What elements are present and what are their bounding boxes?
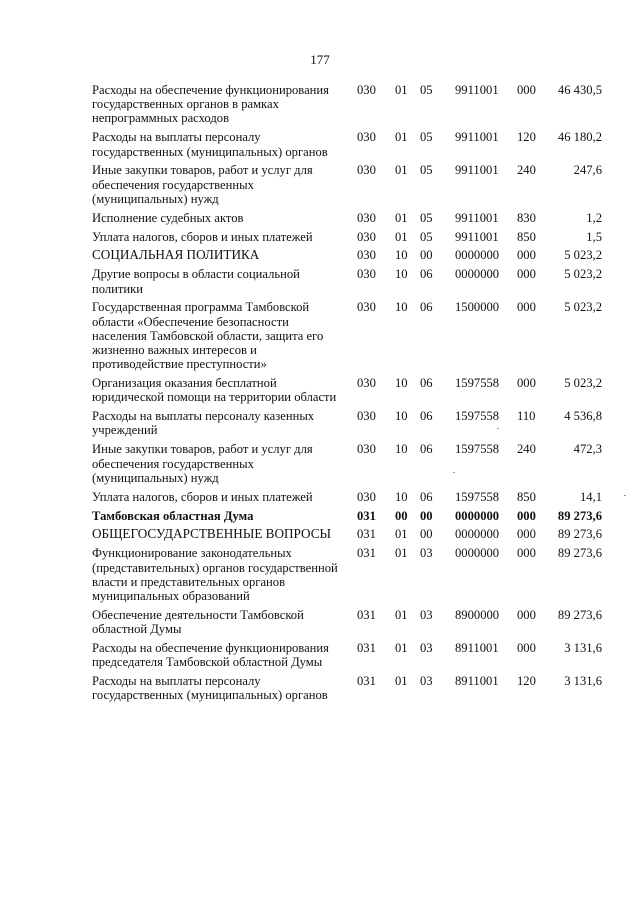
row-name: Иные закупки товаров, работ и услуг для обеспечения государственных (муниципальных) нужд [92, 442, 313, 485]
row-section-code: 00 [395, 508, 408, 523]
row-name: Расходы на выплаты персоналу казенных учреждений [92, 409, 315, 438]
row-subsection-code: 06 [420, 442, 433, 457]
row-ved-code: 030 [357, 409, 376, 424]
row-amount: 1,2 [586, 210, 602, 225]
row-expense-type-code: 000 [517, 267, 536, 282]
row-ved-code: 030 [357, 229, 376, 244]
row-amount: 46 430,5 [557, 83, 602, 97]
row-subsection-code: 03 [420, 607, 433, 622]
row-target-article-code: 1500000 [455, 300, 500, 315]
row-amount: 247,6 [573, 163, 602, 178]
row-name: Государственная программа Тамбовской области «Обеспечение безопасности населения Тамбовской области, защита его жизненно важных интересов и противодействие преступности» [92, 300, 324, 372]
row-ved-code: 031 [357, 546, 376, 561]
row-target-article-code: 1597558 [455, 489, 500, 504]
row-ved-code: 031 [357, 527, 376, 542]
row-subsection-code: 05 [420, 83, 433, 97]
budget-table [92, 83, 602, 707]
row-section-code: 01 [395, 546, 408, 561]
row-ved-code: 030 [357, 210, 376, 225]
row-name: СОЦИАЛЬНАЯ ПОЛИТИКА [92, 247, 260, 263]
scan-speck [497, 428, 499, 429]
row-ved-code: 030 [357, 489, 376, 504]
row-expense-type-code: 120 [517, 674, 536, 688]
row-name: Расходы на выплаты персоналу государственных (муниципальных) органов [92, 674, 328, 703]
row-name: Уплата налогов, сборов и иных платежей [92, 229, 313, 244]
table-row [92, 376, 602, 404]
row-expense-type-code: 000 [517, 546, 536, 561]
row-section-code: 01 [395, 229, 408, 244]
row-expense-type-code: 000 [517, 508, 536, 523]
row-ved-code: 031 [357, 640, 376, 655]
row-ved-code: 030 [357, 267, 376, 282]
row-amount: 5 023,2 [564, 267, 602, 282]
row-expense-type-code: 850 [517, 229, 536, 244]
row-target-article-code: 9911001 [455, 163, 499, 178]
row-amount: 5 023,2 [564, 248, 602, 263]
row-amount: 3 131,6 [564, 640, 602, 655]
row-amount: 14,1 [579, 489, 602, 504]
row-name: Расходы на обеспечение функционирования председателя Тамбовской областной Думы [92, 640, 329, 670]
table-row [92, 509, 602, 523]
row-target-article-code: 1597558 [455, 376, 500, 391]
row-target-article-code: 1597558 [455, 442, 500, 457]
row-section-code: 10 [395, 248, 408, 263]
row-section-code: 01 [395, 674, 408, 688]
row-name: Функционирование законодательных (представительных) органов государственной власти и представительных органов муниципальных образований [92, 546, 338, 603]
row-target-article-code: 9911001 [455, 130, 499, 145]
row-target-article-code: 8911001 [455, 674, 499, 688]
row-name: Другие вопросы в области социальной политики [92, 267, 300, 296]
row-target-article-code: 0000000 [455, 508, 500, 523]
row-subsection-code: 03 [420, 674, 433, 688]
row-amount: 89 273,6 [557, 527, 602, 542]
row-subsection-code: 06 [420, 267, 433, 282]
row-target-article-code: 0000000 [455, 248, 500, 263]
row-amount: 4 536,8 [564, 409, 602, 424]
row-ved-code: 031 [357, 674, 376, 688]
table-row [92, 267, 602, 295]
row-ved-code: 030 [357, 83, 376, 97]
row-target-article-code: 8900000 [455, 607, 500, 622]
row-section-code: 01 [395, 83, 408, 97]
row-ved-code: 030 [357, 248, 376, 263]
row-ved-code: 030 [357, 376, 376, 391]
row-target-article-code: 0000000 [455, 546, 500, 561]
row-subsection-code: 05 [420, 210, 433, 225]
row-section-code: 10 [395, 442, 408, 457]
row-target-article-code: 8911001 [455, 640, 499, 655]
row-section-code: 01 [395, 607, 408, 622]
table-row [92, 230, 602, 244]
table-row [92, 163, 602, 206]
row-subsection-code: 05 [420, 229, 433, 244]
table-row [92, 130, 602, 158]
row-section-code: 01 [395, 210, 408, 225]
row-subsection-code: 06 [420, 409, 433, 424]
table-row [92, 409, 602, 437]
row-expense-type-code: 240 [517, 442, 536, 457]
row-target-article-code: 9911001 [455, 210, 499, 225]
row-amount: 89 273,6 [557, 607, 602, 622]
row-amount: 5 023,2 [564, 376, 602, 391]
row-section-code: 10 [395, 489, 408, 504]
page-number: 177 [310, 52, 330, 67]
table-row [92, 608, 602, 636]
row-ved-code: 030 [357, 163, 376, 178]
row-subsection-code: 03 [420, 546, 433, 561]
row-subsection-code: 06 [420, 376, 433, 391]
row-name: Тамбовская областная Дума [92, 508, 254, 523]
row-expense-type-code: 120 [517, 130, 536, 145]
row-section-code: 01 [395, 640, 408, 655]
row-expense-type-code: 000 [517, 248, 536, 263]
row-subsection-code: 05 [420, 163, 433, 178]
table-row [92, 490, 602, 504]
table-row [92, 211, 602, 225]
row-amount: 89 273,6 [557, 546, 602, 561]
row-amount: 89 273,6 [557, 508, 602, 523]
row-name: Расходы на выплаты персоналу государственных (муниципальных) органов [92, 130, 328, 159]
row-expense-type-code: 000 [517, 640, 536, 655]
row-expense-type-code: 000 [517, 527, 536, 542]
row-subsection-code: 00 [420, 248, 433, 263]
row-subsection-code: 05 [420, 130, 433, 145]
table-row [92, 442, 602, 485]
row-name: Организация оказания бесплатной юридической помощи на территории области [92, 376, 337, 405]
row-target-article-code: 1597558 [455, 409, 500, 424]
table-row [92, 527, 602, 541]
row-ved-code: 031 [357, 508, 376, 523]
row-section-code: 10 [395, 300, 408, 315]
row-target-article-code: 0000000 [455, 267, 500, 282]
row-section-code: 01 [395, 163, 408, 178]
row-target-article-code: 0000000 [455, 527, 500, 542]
row-name: ОБЩЕГОСУДАРСТВЕННЫЕ ВОПРОСЫ [92, 526, 331, 542]
row-subsection-code: 00 [420, 527, 433, 542]
table-row [92, 546, 602, 603]
row-expense-type-code: 110 [517, 409, 536, 424]
row-amount: 46 180,2 [557, 130, 602, 145]
row-amount: 3 131,6 [564, 674, 602, 688]
scan-speck [624, 495, 626, 496]
row-expense-type-code: 240 [517, 163, 536, 178]
row-section-code: 10 [395, 376, 408, 391]
row-target-article-code: 9911001 [455, 229, 499, 244]
row-expense-type-code: 000 [517, 376, 536, 391]
row-expense-type-code: 850 [517, 489, 536, 504]
row-subsection-code: 06 [420, 300, 433, 315]
row-section-code: 01 [395, 130, 408, 145]
table-row [92, 674, 602, 702]
table-row [92, 83, 602, 126]
row-name: Иные закупки товаров, работ и услуг для обеспечения государственных (муниципальных) нужд [92, 163, 313, 206]
row-subsection-code: 03 [420, 640, 433, 655]
scan-speck [453, 472, 455, 473]
table-row [92, 248, 602, 262]
row-name: Расходы на обеспечение функционирования государственных органов в рамках непрограммных расходов [92, 83, 329, 126]
row-name: Уплата налогов, сборов и иных платежей [92, 489, 313, 504]
row-section-code: 01 [395, 527, 408, 542]
row-section-code: 10 [395, 267, 408, 282]
row-expense-type-code: 000 [517, 607, 536, 622]
row-expense-type-code: 000 [517, 300, 536, 315]
row-amount: 5 023,2 [564, 300, 602, 315]
row-subsection-code: 06 [420, 489, 433, 504]
row-ved-code: 030 [357, 300, 376, 315]
row-section-code: 10 [395, 409, 408, 424]
row-subsection-code: 00 [420, 508, 433, 523]
row-amount: 1,5 [586, 229, 602, 244]
row-expense-type-code: 000 [517, 83, 536, 97]
row-ved-code: 030 [357, 130, 376, 145]
row-target-article-code: 9911001 [455, 83, 499, 97]
row-amount: 472,3 [573, 442, 602, 457]
row-name: Исполнение судебных актов [92, 210, 244, 225]
row-ved-code: 030 [357, 442, 376, 457]
table-row [92, 300, 602, 371]
row-name: Обеспечение деятельности Тамбовской областной Думы [92, 607, 304, 637]
row-ved-code: 031 [357, 607, 376, 622]
table-row [92, 641, 602, 669]
row-expense-type-code: 830 [517, 210, 536, 225]
